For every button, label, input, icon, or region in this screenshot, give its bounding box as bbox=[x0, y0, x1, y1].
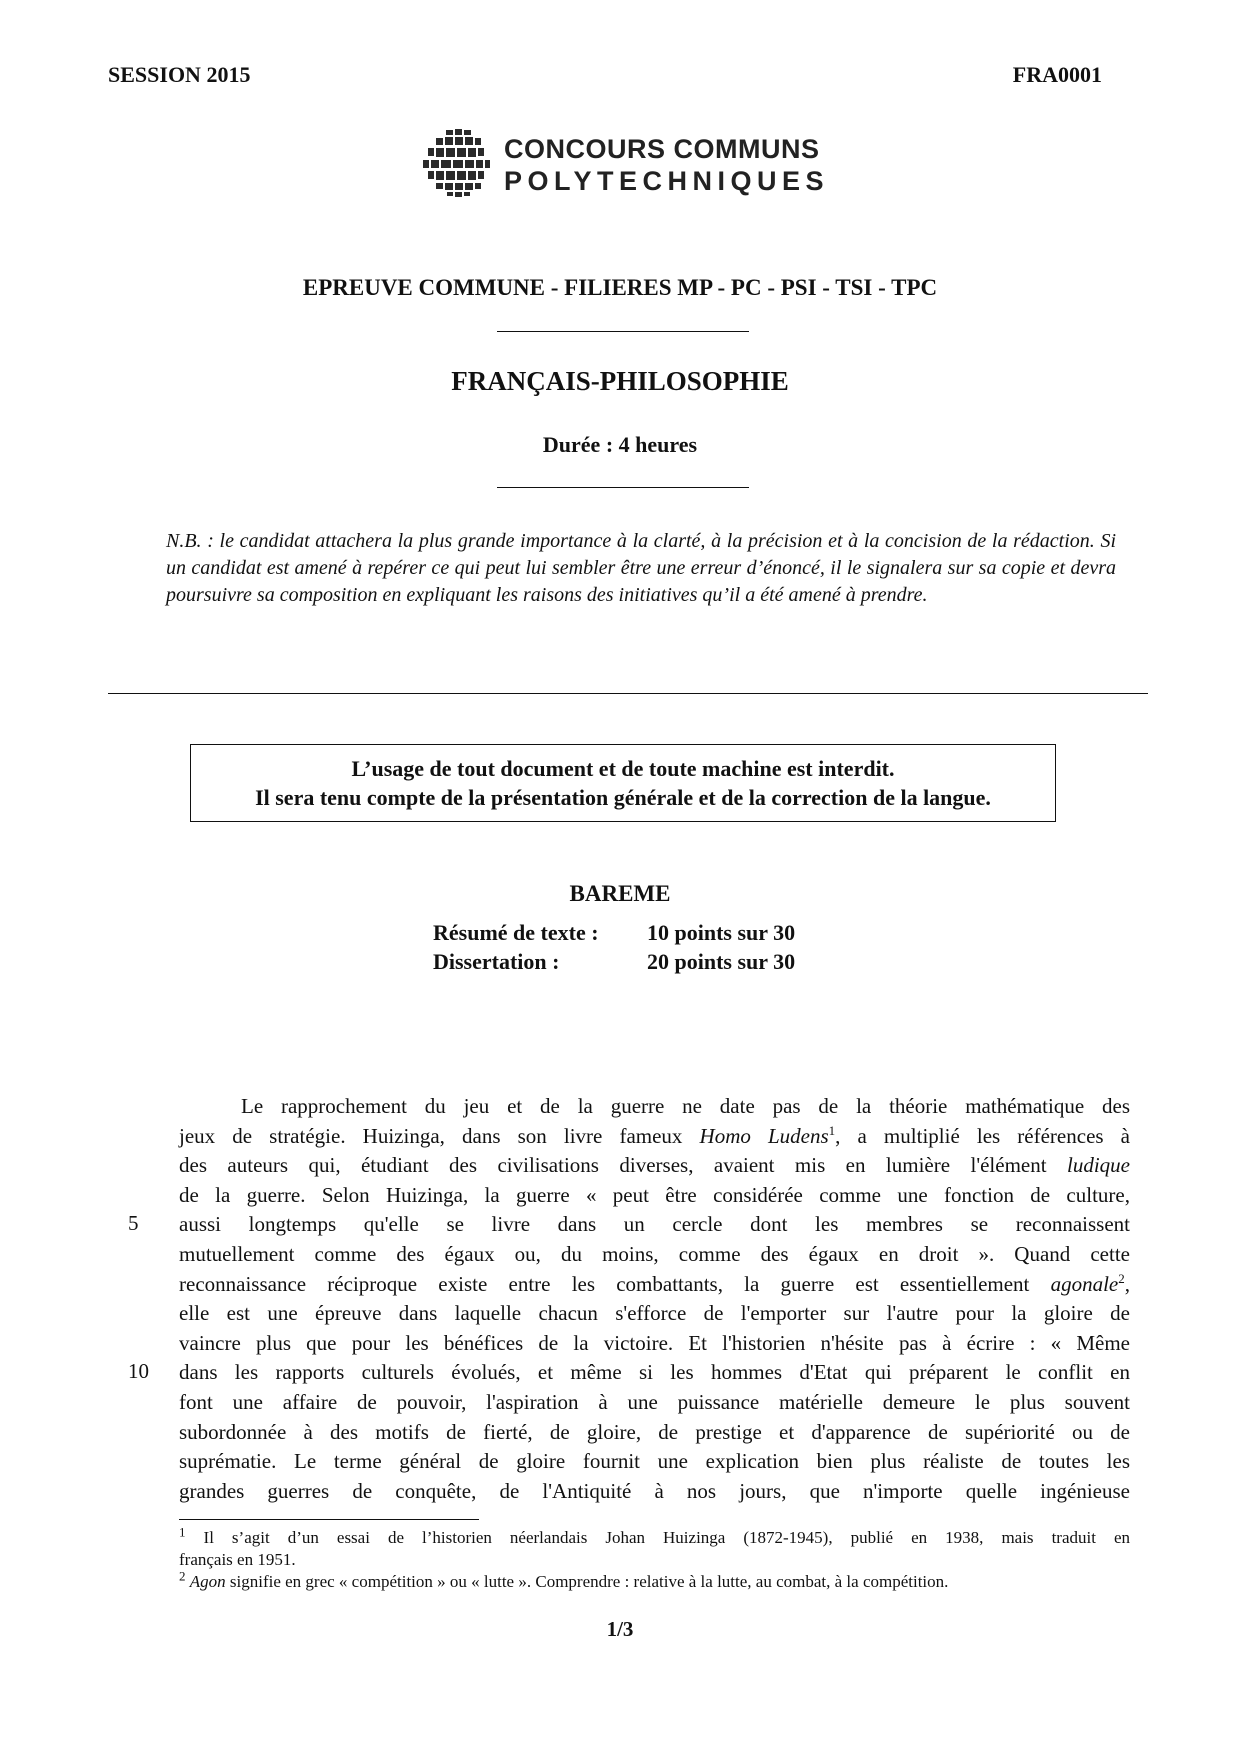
logo bbox=[418, 128, 830, 198]
rules-line: L’usage de tout document et de toute machine est interdit. bbox=[351, 756, 895, 781]
footnote bbox=[179, 1568, 1130, 1593]
passage-line bbox=[179, 1270, 1130, 1300]
passage-line: dans les rapports culturels évolués, et même si les hommes d'Etat qui préparent le conflit en bbox=[179, 1360, 1130, 1385]
passage-text: des auteurs qui, étudiant des civilisations diverses, avaient mis en lumière l'élément bbox=[179, 1153, 1067, 1178]
passage-line: de la guerre. Selon Huizinga, la guerre « peut être considérée comme une fonction de culture, bbox=[179, 1182, 1130, 1207]
passage-line bbox=[179, 1122, 1130, 1152]
passage-line: elle est une épreuve dans laquelle chacun s'efforce de l'emporter sur l'autre pour la gloire de bbox=[179, 1301, 1130, 1326]
passage-emphasis: ludique bbox=[1067, 1153, 1130, 1178]
passage-line bbox=[179, 1151, 1130, 1181]
globe-logo-icon bbox=[418, 128, 498, 198]
line-number: 5 bbox=[128, 1211, 139, 1235]
passage-text: , a multiplié les références à bbox=[835, 1123, 1130, 1148]
footnotes bbox=[179, 1524, 1131, 1593]
passage-line: aussi longtemps qu'elle se livre dans un cercle dont les membres se reconnaissent bbox=[179, 1212, 1130, 1237]
passage-line: Le rapprochement du jeu et de la guerre ne date pas de la théorie mathématique des bbox=[241, 1094, 1130, 1118]
bareme-label: Résumé de texte : bbox=[433, 920, 599, 945]
footnote bbox=[179, 1524, 1131, 1549]
passage-line: suprématie. Le terme général de gloire fournit une explication bien plus réaliste de toutes les bbox=[179, 1449, 1130, 1474]
footnote-text: signifie en grec « compétition » ou « lutte ». Comprendre : relative à la lutte, au combat, à la compétition. bbox=[225, 1572, 949, 1591]
passage-line: mutuellement comme des égaux ou, du moins, comme des égaux en droit ». Quand cette bbox=[179, 1241, 1130, 1266]
exam-code: FRA0001 bbox=[1012, 62, 1102, 87]
divider bbox=[497, 331, 749, 332]
divider bbox=[497, 487, 749, 488]
passage-text: jeux de stratégie. Huizinga, dans son livre fameux bbox=[179, 1123, 700, 1148]
passage-emphasis: agonale bbox=[1050, 1271, 1119, 1296]
bareme-value: 20 points sur 30 bbox=[647, 949, 796, 974]
footnote-number: 2 bbox=[179, 1568, 186, 1584]
footnote-emphasis: Agon bbox=[189, 1572, 226, 1591]
passage-line: font une affaire de pouvoir, l'aspiration à une puissance matérielle demeure le plus souvent bbox=[179, 1389, 1130, 1414]
footnote-ref: 1 bbox=[828, 1122, 836, 1138]
session-label: SESSION 2015 bbox=[108, 62, 251, 87]
divider bbox=[108, 693, 1148, 694]
footnote-ref: 2 bbox=[1118, 1270, 1125, 1286]
rules-line: Il sera tenu compte de la présentation générale et de la correction de la langue. bbox=[255, 785, 991, 810]
bareme-label: Dissertation : bbox=[433, 949, 560, 974]
passage-line: vaincre plus que pour les bénéfices de la victoire. Et l'historien n'hésite pas à écrire : « Même bbox=[179, 1330, 1130, 1355]
instructions-note: N.B. : le candidat attachera la plus grande importance à la clarté, à la précision et à la concision de la rédaction. Si un candidat est amené à repérer ce qui peut lui sembler être une erreur d’énoncé, il le signalera sur sa copie et devra poursuivre sa composition en expliquant les raisons des initiatives qu’il a été amené à prendre. bbox=[166, 530, 1116, 606]
footnote-divider bbox=[179, 1519, 479, 1520]
logo-text-line1: CONCOURS COMMUNS bbox=[504, 134, 820, 164]
passage-text: reconnaissance réciproque existe entre les combattants, la guerre est essentiellement bbox=[179, 1271, 1051, 1296]
text-passage bbox=[179, 1092, 1130, 1506]
page-number: 1/3 bbox=[606, 1617, 634, 1641]
bareme-value: 10 points sur 30 bbox=[647, 920, 796, 945]
footnote-continuation: français en 1951. bbox=[179, 1550, 296, 1569]
page-title: FRANÇAIS-PHILOSOPHIE bbox=[451, 366, 789, 396]
passage-emphasis: Homo Ludens bbox=[699, 1123, 829, 1148]
passage-text: , bbox=[1124, 1271, 1130, 1296]
line-number: 10 bbox=[128, 1359, 149, 1383]
passage-line: subordonnée à des motifs de fierté, de gloire, de prestige et d'apparence de supériorité ou de bbox=[179, 1419, 1130, 1444]
exam-track: EPREUVE COMMUNE - FILIERES MP - PC - PSI - TSI - TPC bbox=[302, 275, 938, 300]
rules-box bbox=[190, 744, 1056, 822]
footnote-number: 1 bbox=[179, 1524, 186, 1540]
footnote-text: Il s’agit d’un essai de l’historien néerlandais Johan Huizinga (1872-1945), publié en 1938, mais traduit en bbox=[203, 1528, 1131, 1547]
exam-duration: Durée : 4 heures bbox=[542, 432, 698, 457]
passage-line: grandes guerres de conquête, de l'Antiquité à nos jours, que n'importe quelle ingénieuse bbox=[179, 1478, 1130, 1503]
logo-text-line2: POLYTECHNIQUES bbox=[504, 166, 830, 196]
bareme-title: BAREME bbox=[569, 881, 671, 906]
